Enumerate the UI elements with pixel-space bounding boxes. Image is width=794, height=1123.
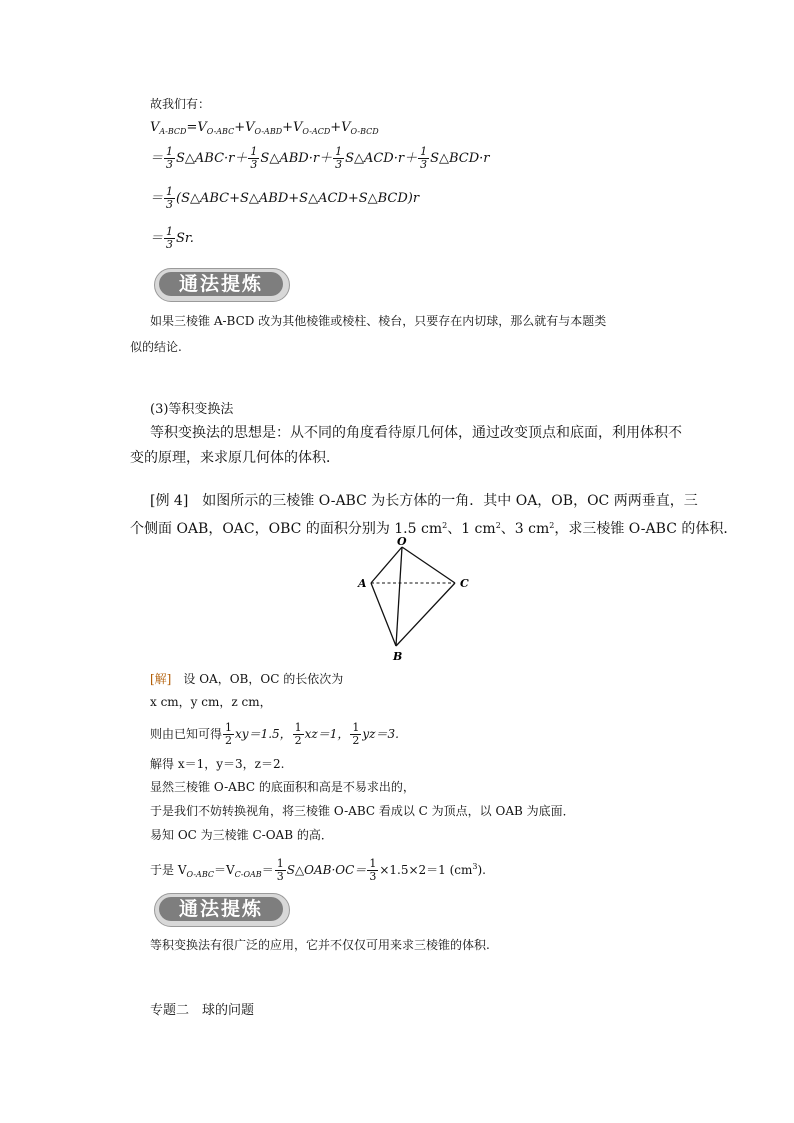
solution-line-2: x cm，y cm，z cm，	[150, 695, 272, 709]
solution-line-8: 于是 $V_{O-ABC}=V_{C-OAB}=$ $\frac{1}{3}$ S△OAB·OC＝ $\frac{1}{3}$ ×1.5×2＝1 $(cm^3)$.	[150, 857, 486, 883]
example-line-2: 个侧面 OAB，OAC，OBC 的面积分别为 1.5 $cm^2$、1 $cm^2$、3 $cm^2$，求三棱锥 O-ABC 的体积．	[130, 521, 738, 537]
pyramid-figure	[350, 536, 480, 666]
summary-line-2: 似的结论.	[130, 340, 182, 354]
method-summary-badge	[154, 268, 290, 302]
solution-line-4: 解得 x＝1，y＝3，z＝2.	[150, 757, 285, 771]
edge-oa	[371, 547, 402, 583]
badge-label: 通法提炼	[159, 272, 283, 296]
edge-ob	[396, 547, 402, 646]
vertex-label-o: O	[397, 536, 407, 548]
paragraph-line-2: 变的原理，来求原几何体的体积．	[130, 450, 340, 466]
solution-line-5: 显然三棱锥 O-ABC 的底面积和高是不易求出的，	[150, 780, 415, 794]
equation-final: ＝ $\frac{1}{3}$ Sr.	[150, 225, 194, 251]
intro-text: 故我们有：	[150, 97, 211, 111]
badge-label-2: 通法提炼	[159, 897, 283, 921]
solution-line-3: 则由已知可得 $\frac{1}{2}$ xy＝1.5， $\frac{1}{2}$ xz＝1， $\frac{1}{2}$ yz＝3.	[150, 721, 399, 747]
section-heading-equal-volume: (3)等积变换法	[150, 402, 234, 417]
solution-line-7: 易知 OC 为三棱锥 C-OAB 的高．	[150, 828, 333, 842]
example-line-1: [例 4] 如图所示的三棱锥 O-ABC 为长方体的一角．其中 OA，OB，OC 两两垂直，三	[150, 493, 698, 509]
summary-line-1: 如果三棱锥 A-BCD 改为其他棱锥或棱柱、棱台，只要存在内切球，那么就有与本题类	[150, 314, 607, 328]
vertex-label-a: A	[358, 577, 367, 590]
section-heading-sphere: 专题二 球的问题	[150, 1003, 255, 1018]
solution-line-6: 于是我们不妨转换视角，将三棱锥 O-ABC 看成以 C 为顶点，以 OAB 为底面．	[150, 804, 575, 818]
equation-volume-sum: $V_{A-BCD}=V_{O-ABC}+V_{O-ABD}+V_{O-ACD}+V_{O-BCD}$	[150, 120, 379, 136]
method-summary-badge-2	[154, 893, 290, 927]
edge-cb	[396, 583, 455, 646]
paragraph-line-1: 等积变换法的思想是：从不同的角度看待原几何体，通过改变顶点和底面，利用体积不	[150, 425, 682, 441]
summary2-line-1: 等积变换法有很广泛的应用，它并不仅仅可用来求三棱锥的体积.	[150, 938, 490, 952]
solution-tag: [解]	[150, 672, 172, 686]
vertex-label-b: B	[393, 650, 403, 663]
edge-ab	[371, 583, 396, 646]
equation-factored: ＝ $\frac{1}{3}$ (S△ABC+S△ABD+S△ACD+S△BCD)r	[150, 185, 420, 211]
equation-area-terms: ＝ $\frac{1}{3}$ S△ABC·r＋ $\frac{1}{3}$ S△ABD·r＋ $\frac{1}{3}$ S△ACD·r＋ $\frac{1}{3}$ S△BCD·r	[150, 145, 490, 171]
edge-oc	[402, 547, 455, 583]
vertex-label-c: C	[460, 577, 469, 590]
solution-line-1: [解] 设 OA，OB，OC 的长依次为	[150, 672, 344, 686]
